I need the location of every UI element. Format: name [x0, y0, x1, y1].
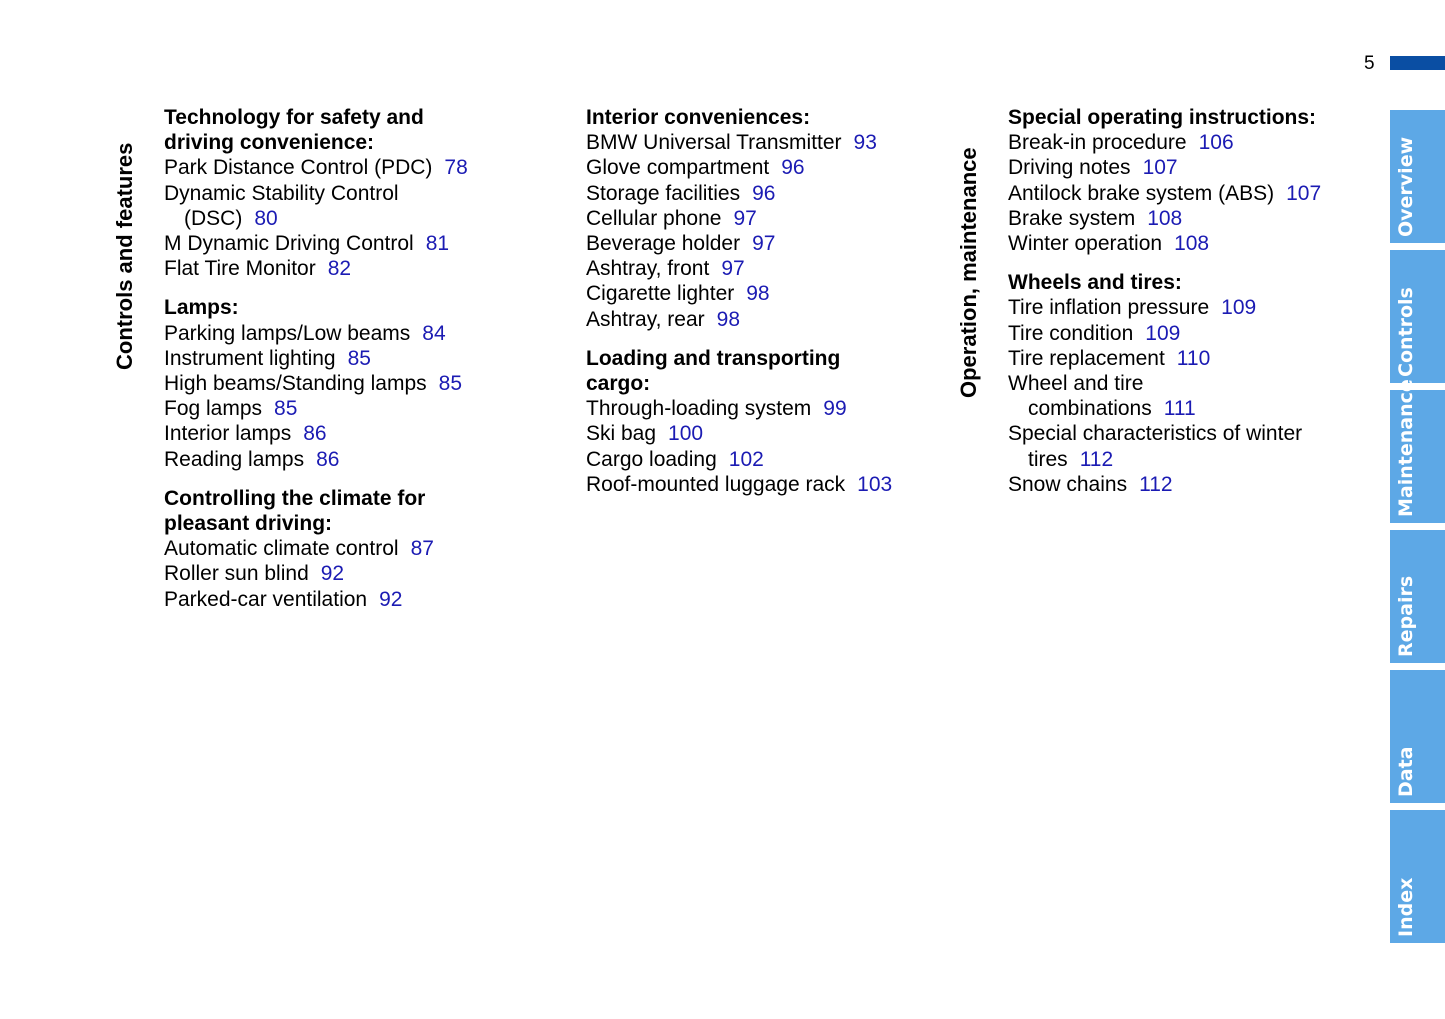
toc-entry-label: Ski bag	[586, 422, 657, 446]
toc-entry[interactable]	[586, 181, 946, 206]
toc-entry[interactable]	[1008, 231, 1378, 256]
toc-entry[interactable]	[164, 231, 544, 256]
toc-group-heading: Controlling the climate for	[164, 486, 426, 510]
tab-label: Data	[1395, 746, 1417, 797]
toc-entry[interactable]	[1008, 295, 1378, 320]
toc-entry-label: Cigarette lighter	[586, 282, 735, 306]
toc-entry-label: M Dynamic Driving Control	[164, 232, 414, 256]
tab-repairs[interactable]	[1390, 530, 1445, 663]
toc-group-heading: Technology for safety and	[164, 106, 424, 129]
toc-entry[interactable]	[586, 281, 946, 306]
toc-entry-label: Cellular phone	[586, 206, 722, 230]
toc-entry[interactable]	[164, 346, 544, 371]
toc-group	[1008, 270, 1378, 497]
toc-group-heading: Lamps:	[164, 296, 239, 320]
page-number: 5	[1364, 53, 1375, 74]
toc-entry[interactable]	[586, 231, 946, 256]
toc-entry-label: Winter operation	[1008, 232, 1163, 256]
toc-entry-continuation[interactable]	[1008, 447, 1378, 472]
toc-entry-label: Roof-mounted luggage rack	[586, 472, 846, 496]
toc-entry[interactable]	[586, 130, 946, 155]
page-reference-link[interactable]: 98	[746, 282, 770, 306]
toc-entry-label: Reading lamps	[164, 447, 305, 471]
toc-entry-label: Automatic climate control	[164, 537, 399, 561]
toc-group-heading: cargo:	[586, 372, 651, 396]
page-reference-link[interactable]: 85	[438, 372, 463, 396]
toc-entry[interactable]	[586, 155, 946, 180]
toc-group-heading: Wheels and tires:	[1008, 271, 1182, 295]
toc-entry[interactable]	[586, 447, 946, 472]
toc-entry[interactable]	[164, 181, 544, 206]
toc-entry-continuation[interactable]	[164, 206, 544, 231]
page-reference-link[interactable]: 108	[1147, 206, 1183, 230]
tab-label: Controls	[1395, 287, 1417, 377]
toc-entry[interactable]	[1008, 321, 1378, 346]
page-reference-link[interactable]: 107	[1286, 181, 1322, 205]
tab-index[interactable]	[1390, 810, 1445, 943]
toc-group-heading: Special operating instructions:	[1008, 106, 1317, 129]
toc-entry-label: Park Distance Control (PDC)	[164, 156, 433, 180]
page-reference-link[interactable]: 109	[1145, 321, 1181, 345]
page-reference-link[interactable]: 112	[1079, 447, 1114, 471]
page-reference-link[interactable]: 82	[327, 257, 352, 281]
toc-entry-label-continued: tires	[1028, 447, 1068, 471]
toc-entry[interactable]	[586, 421, 946, 446]
page-reference-link[interactable]: 108	[1174, 232, 1210, 256]
page-reference-link[interactable]: 112	[1139, 472, 1173, 496]
toc-entry[interactable]	[1008, 206, 1378, 231]
toc-entry[interactable]	[1008, 130, 1378, 155]
toc-entry[interactable]	[164, 421, 544, 446]
toc-entry-label: Parking lamps/Low beams	[164, 321, 411, 345]
toc-entry-label: Dynamic Stability Control	[164, 181, 399, 205]
toc-entry-label: Storage facilities	[586, 181, 741, 205]
page-reference-link[interactable]: 78	[444, 156, 468, 180]
toc-entry-label: Flat Tire Monitor	[164, 257, 316, 281]
page-reference-link[interactable]: 92	[379, 587, 403, 611]
page-reference-link[interactable]: 80	[254, 206, 278, 230]
toc-entry-label: Snow chains	[1008, 472, 1128, 496]
toc-entry-label: Instrument lighting	[164, 346, 336, 370]
toc-entry-label: Ashtray, rear	[586, 307, 705, 331]
page-reference-link[interactable]: 97	[721, 257, 745, 281]
tab-overview[interactable]	[1390, 110, 1445, 243]
toc-entry[interactable]	[164, 536, 544, 561]
toc-group-heading: pleasant driving:	[164, 512, 333, 536]
toc-entry[interactable]	[586, 256, 946, 281]
tab-controls[interactable]	[1390, 250, 1445, 383]
page-reference-link[interactable]: 98	[716, 307, 741, 331]
toc-entry[interactable]	[586, 206, 946, 231]
toc-group-heading: driving convenience:	[164, 131, 375, 155]
toc-entry-label: Wheel and tire	[1008, 372, 1144, 396]
toc-entry-label: Tire inflation pressure	[1008, 296, 1210, 320]
toc-entry-label: Ashtray, front	[586, 257, 710, 281]
toc-entry[interactable]	[164, 587, 544, 612]
toc-entry-label: Brake system	[1008, 206, 1136, 230]
page-reference-link[interactable]: 92	[320, 562, 345, 586]
page-reference-link[interactable]: 96	[781, 156, 805, 180]
page-reference-link[interactable]: 96	[752, 181, 776, 205]
toc-group-heading: Loading and transporting	[586, 346, 841, 370]
page-reference-link[interactable]: 97	[733, 206, 757, 230]
toc-entry-label: Fog lamps	[164, 397, 263, 421]
toc-entry-label-continued: (DSC)	[184, 206, 243, 230]
toc-entry[interactable]	[586, 307, 946, 332]
toc-column-3	[1008, 105, 1378, 511]
toc-group	[1008, 105, 1378, 256]
toc-entry[interactable]	[164, 561, 544, 586]
toc-entry-label: Roller sun blind	[164, 562, 309, 586]
tab-data[interactable]	[1390, 670, 1445, 803]
page-reference-link[interactable]: 87	[410, 537, 434, 561]
toc-group	[164, 105, 544, 281]
section-title-operation: Operation, maintenance	[956, 147, 981, 398]
toc-entry[interactable]	[1008, 155, 1378, 180]
page-reference-link[interactable]: 93	[853, 131, 877, 155]
page-reference-link[interactable]: 100	[668, 422, 704, 446]
toc-group-heading: Interior conveniences:	[586, 106, 811, 129]
toc-entry[interactable]	[164, 371, 544, 396]
toc-entry[interactable]	[1008, 181, 1378, 206]
toc-group	[586, 346, 946, 497]
toc-column-1	[164, 105, 544, 626]
tab-label: Repairs	[1395, 575, 1417, 657]
toc-entry-label: Antilock brake system (ABS)	[1008, 181, 1275, 205]
page-reference-link[interactable]: 103	[857, 472, 893, 496]
page-reference-link[interactable]: 109	[1221, 296, 1257, 320]
page-reference-link[interactable]: 110	[1176, 346, 1211, 370]
page-reference-link[interactable]: 86	[316, 447, 340, 471]
page-accent-bar	[1390, 56, 1445, 70]
section-title-controls: Controls and features	[112, 142, 137, 370]
toc-entry-label: Special characteristics of winter	[1008, 422, 1303, 446]
page-reference-link[interactable]: 106	[1198, 131, 1234, 155]
page-reference-link[interactable]: 102	[728, 447, 764, 471]
toc-entry-label: Cargo loading	[586, 447, 717, 471]
tab-label: Index	[1395, 877, 1417, 937]
toc-entry-label: Parked-car ventilation	[164, 587, 368, 611]
toc-entry-label: BMW Universal Transmitter	[586, 131, 842, 155]
tab-maintenance[interactable]	[1390, 379, 1445, 523]
toc-entry[interactable]	[1008, 371, 1378, 396]
page-reference-link[interactable]: 97	[752, 232, 776, 256]
toc-entry-label: Tire replacement	[1008, 346, 1165, 370]
page-reference-link[interactable]: 85	[274, 397, 298, 421]
toc-entry[interactable]	[164, 396, 544, 421]
toc-entry[interactable]	[164, 155, 544, 180]
toc-entry-label: Interior lamps	[164, 422, 292, 446]
toc-group	[164, 486, 544, 612]
toc-entry-label: Break-in procedure	[1008, 131, 1187, 155]
toc-entry[interactable]	[164, 256, 544, 281]
toc-entry[interactable]	[164, 447, 544, 472]
page-reference-link[interactable]: 111	[1163, 397, 1196, 421]
toc-entry-label: Driving notes	[1008, 156, 1131, 180]
toc-entry-label: Beverage holder	[586, 232, 741, 256]
toc-entry[interactable]	[586, 472, 946, 497]
page-reference-link[interactable]: 86	[303, 422, 327, 446]
toc-entry-continuation[interactable]	[1008, 396, 1378, 421]
page-reference-link[interactable]: 107	[1142, 156, 1178, 180]
page-reference-link[interactable]: 99	[823, 397, 847, 421]
toc-entry[interactable]	[164, 321, 544, 346]
tab-label: Overview	[1395, 136, 1417, 237]
toc-entry-label: Tire condition	[1008, 321, 1134, 345]
toc-entry-label: High beams/Standing lamps	[164, 372, 427, 396]
page-reference-link[interactable]: 85	[347, 346, 371, 370]
toc-entry-label-continued: combinations	[1028, 397, 1152, 421]
page-reference-link[interactable]: 84	[422, 321, 446, 345]
toc-entry[interactable]	[1008, 421, 1378, 446]
toc-entry[interactable]	[586, 396, 946, 421]
tab-label: Maintenance	[1395, 379, 1417, 517]
toc-group	[164, 295, 544, 471]
toc-entry-label: Glove compartment	[586, 156, 770, 180]
toc-entry-label: Through-loading system	[586, 397, 812, 421]
toc-entry[interactable]	[1008, 346, 1378, 371]
toc-column-2	[586, 105, 946, 511]
toc-group	[586, 105, 946, 332]
toc-entry[interactable]	[1008, 472, 1378, 497]
page-reference-link[interactable]: 81	[425, 232, 450, 256]
